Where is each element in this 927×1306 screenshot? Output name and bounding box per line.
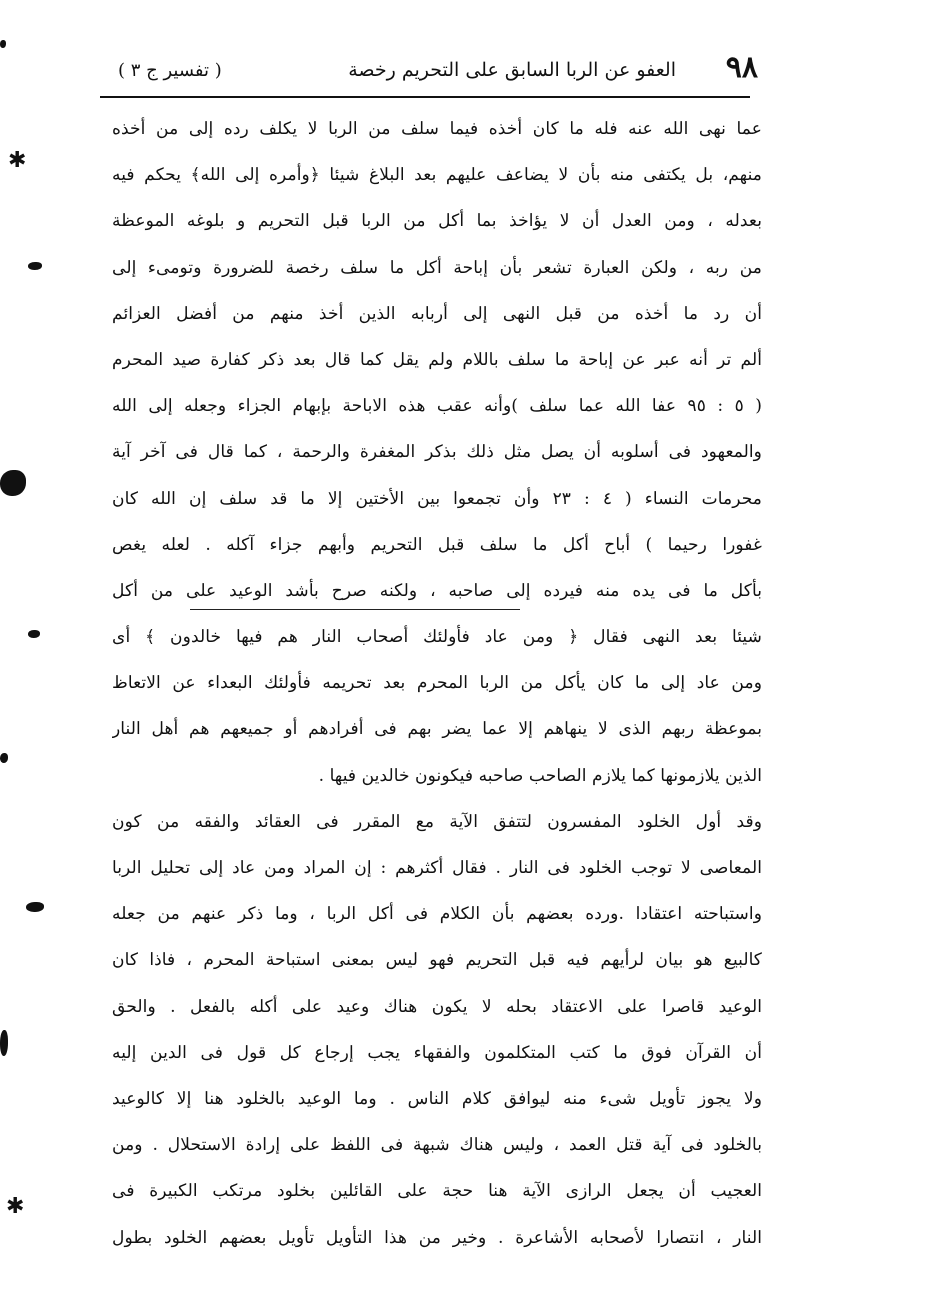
text-line: بعدله ، ومن العدل أن لا يؤاخذ بما أكل من الربا قبل التحريم و بلوغه الموعظة (112, 211, 762, 232)
text-line: النار ، انتصارا لأصحابه الأشاعرة . وخير من هذا التأويل تأويل بعضهم الخلود بطول (112, 1227, 762, 1248)
text-line: المعاصى لا توجب الخلود فى النار . فقال أكثرهم : إن المراد ومن عاد إلى تحليل الربا (112, 858, 762, 878)
text-line: الوعيد قاصرا على الاعتقاد بحله لا يكون هناك وعيد على أكله بالفعل . والحق (112, 996, 762, 1017)
text-line: كالبيع هو بيان لرأيهم فيه قبل التحريم فهو ليس بمعنى استباحة المحرم ، فاذا كان (112, 950, 762, 971)
text-line: بالخلود فى آية قتل العمد ، وليس هناك شبهة فى اللفظ على إرادة الاستحلال . ومن (112, 1135, 762, 1156)
scan-speck-mark (28, 262, 42, 270)
scan-speck-mark (28, 630, 40, 638)
scan-speck-mark (0, 1030, 8, 1056)
text-line: محرمات النساء ( ٤ : ٢٣ وأن تجمعوا بين الأختين إلا ما قد سلف إن الله كان (112, 488, 762, 509)
scan-speck-mark: ✱ (6, 1194, 25, 1219)
text-line: غفورا رحيما ) أباح أكل ما سلف قبل التحريم وأبهم جزاء آكله . لعله يغص (112, 534, 762, 555)
text-line: ومن عاد إلى ما كان يأكل من الربا المحرم بعد تحريمه فأولئك البعداء عن الاتعاظ (112, 673, 762, 694)
text-line: بموعظة ربهم الذى لا ينهاهم إلا عما يضر بهم فى أفرادهم أو جميعهم هم أهل النار (112, 719, 762, 740)
scan-speck-mark (0, 753, 8, 763)
text-line: عما نهى الله عنه فله ما كان أخذه فيما سلف من الربا لا يكلف رده إلى من أخذه (112, 119, 762, 139)
text-line: أن القرآن فوق ما كتب المتكلمون والفقهاء يجب إرجاع كل قول فى الدين إليه (112, 1042, 762, 1063)
text-line: ولا يجوز تأويل شىء منه ليوافق كلام الناس . وما الوعيد بالخلود هنا إلا كالوعيد (112, 1088, 762, 1109)
volume-label: ( تفسير ج ٣ ) (118, 60, 222, 81)
header-rule (100, 96, 750, 98)
text-line: من ربه ، ولكن العبارة تشعر بأن إباحة أكل ما سلف رخصة للضرورة وتومىء إلى (112, 257, 762, 278)
text-line: ( ٥ : ٩٥ عفا الله عما سلف )وأنه عقب هذه الاباحة بإبهام الجزاء وجعله إلى الله (112, 396, 762, 417)
body-text (112, 106, 762, 1261)
text-line: واستباحته اعتقادا .ورده بعضهم بأن الكلام فى أكل الربا ، وما ذكر عنهم من جعله (112, 904, 762, 925)
text-line-paragraph-end: الذين يلازمونها كما يلازم الصاحب صاحبه فيكونون خالدين فيها . (318, 765, 762, 786)
text-line-paragraph-start: وقد أول الخلود المفسرون لتتفق الآية مع المقرر فى العقائد والفقه من كون (112, 811, 762, 832)
scan-speck-mark: ✱ (8, 148, 27, 173)
text-line: أن رد ما أخذه من قبل النهى إلى أربابه الذين أخذ منهم من أفضل العزائم (112, 303, 762, 324)
scan-speck-mark (0, 40, 6, 48)
page-number: ٩٨ (725, 50, 758, 85)
text-line: العجيب أن يجعل الرازى الآية هنا حجة على القائلين بخلود مرتكب الكبيرة فى (112, 1181, 762, 1202)
text-line: والمعهود فى أسلوبه أن يصل مثل ذلك بذكر المغفرة والرحمة ، كما قال فى آخر آية (112, 442, 762, 463)
text-line: بأكل ما فى يده منه فيرده إلى صاحبه ، ولكنه صرح بأشد الوعيد على من أكل (112, 580, 762, 601)
text-line: منهم، بل يكتفى منه بأن لا يضاعف عليهم بعد البلاغ شيئا ﴿وأمره إلى الله﴾ يحكم فيه (112, 165, 762, 186)
scan-speck-mark (0, 470, 26, 496)
page-header (118, 48, 758, 92)
text-line: شيئا بعد النهى فقال ﴿ ومن عاد فأولئك أصحاب النار هم فيها خالدون ﴾ أى (112, 627, 762, 648)
scan-speck-mark (26, 902, 44, 912)
underline-rule (190, 609, 520, 610)
text-line: ألم تر أنه عبر عن إباحة ما سلف باللام ولم يقل كما قال بعد ذكر كفارة صيد المحرم (112, 349, 762, 370)
running-title: العفو عن الربا السابق على التحريم رخصة (348, 59, 676, 81)
